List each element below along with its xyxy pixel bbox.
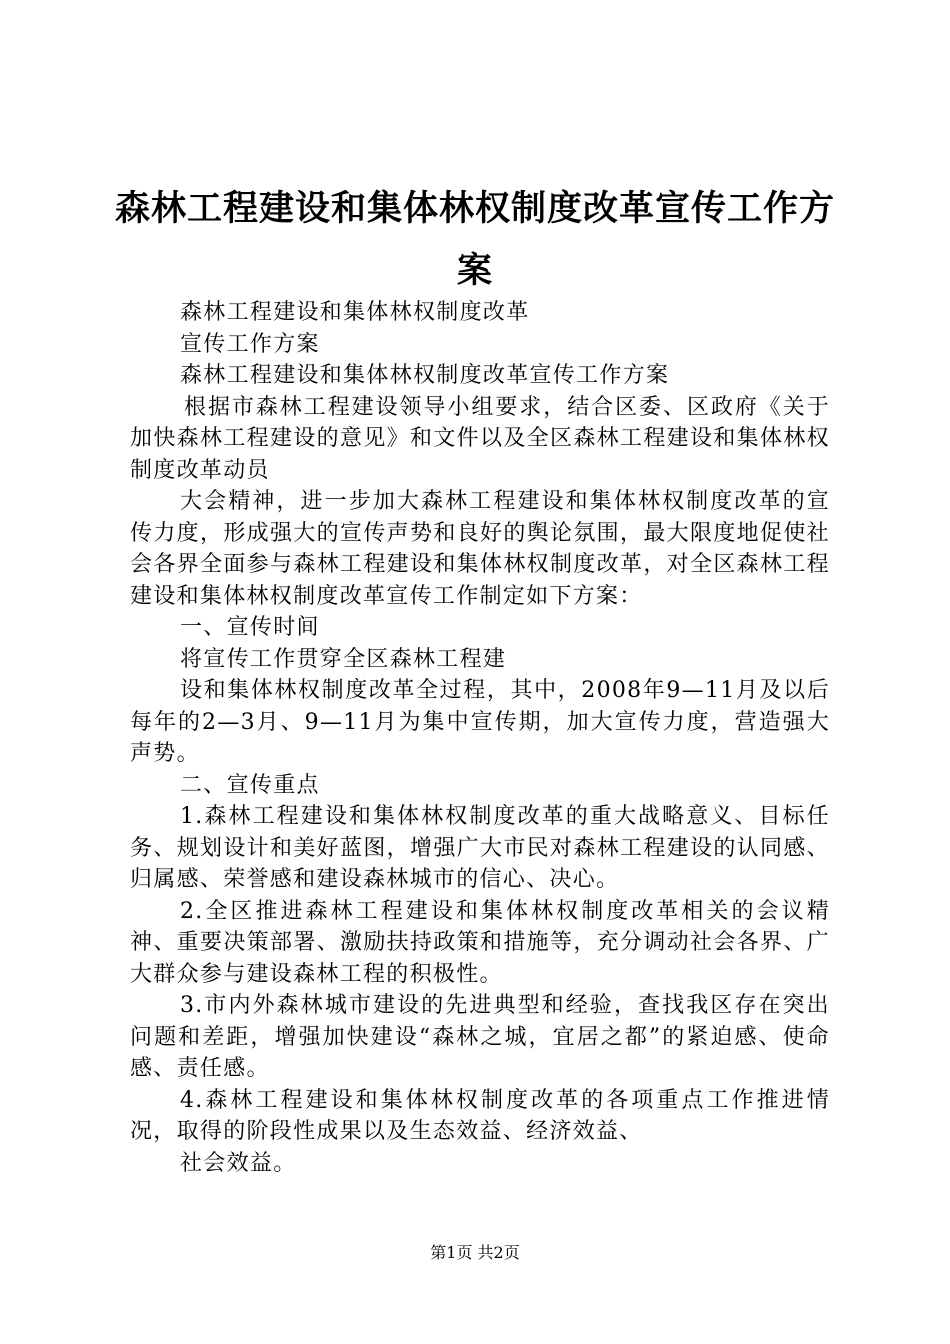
list-item: 3.市内外森林城市建设的先进典型和经验，查找我区存在突出问题和差距，增强加快建设“森林之城，宜居之都”的紧迫感、使命感、责任感。 [130,993,830,1081]
page-footer: 第1页 共2页 [430,1243,520,1262]
section-heading: 二、宣传重点 [180,772,320,798]
paragraph: 根据市森林工程建设领导小组要求，结合区委、区政府《关于加快森林工程建设的意见》和文件以及全区森林工程建设和集体林权制度改革动员 [130,394,830,483]
list-item: 1.森林工程建设和集体林权制度改革的重大战略意义、目标任务、规划设计和美好蓝图，增强广大市民对森林工程建设的认同感、归属感、荣誉感和建设森林城市的信心、决心。 [130,804,830,892]
paragraph: 设和集体林权制度改革全过程，其中，2008年9—11月及以后每年的2—3月、9—11月为集中宣传期，加大宣传力度，营造强大声势。 [130,678,830,766]
paragraph: 宣传工作方案 [180,331,320,357]
paragraph: 将宣传工作贯穿全区森林工程建 [180,646,507,672]
paragraph: 大会精神，进一步加大森林工程建设和集体林权制度改革的宣传力度，形成强大的宣传声势和良好的舆论氛围，最大限度地促使社会各界全面参与森林工程建设和集体林权制度改革，对全区森林工程建设和集体林权制度改革宣传工作制定如下方案： [130,489,830,609]
paragraph: 森林工程建设和集体林权制度改革 [180,300,530,325]
list-item: 4.森林工程建设和集体林权制度改革的各项重点工作推进情况，取得的阶段性成果以及生态效益、经济效益、 [130,1087,830,1144]
paragraph: 社会效益。 [180,1150,297,1176]
section-heading: 一、宣传时间 [180,615,320,640]
document-title: 森林工程建设和集体林权制度改革宣传工作方案 [114,189,835,291]
list-item: 2.全区推进森林工程建设和集体林权制度改革相关的会议精神、重要决策部署、激励扶持政策和措施等，充分调动社会各界、广大群众参与建设森林工程的积极性。 [130,898,830,987]
paragraph: 森林工程建设和集体林权制度改革宣传工作方案 [180,363,670,388]
document-body [130,297,830,1179]
